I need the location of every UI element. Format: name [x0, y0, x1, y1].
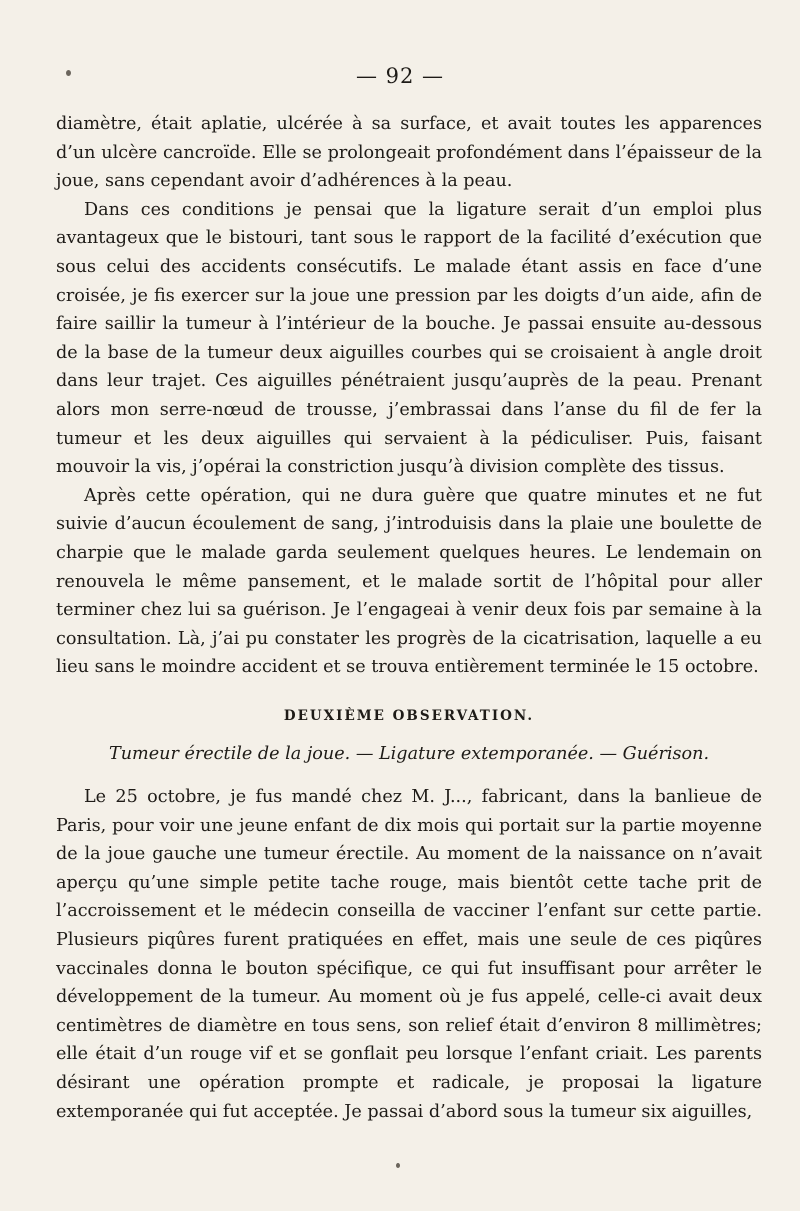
paragraph: Le 25 octobre, je fus mandé chez M. J..., fabricant, dans la banlieue de Paris, pour voir une jeune enfant de dix mois qui portait sur la partie moyenne de la joue gauche une tumeur érectile. Au moment de la naissance on n’avait aperçu qu’une simple petite tache rouge, mais bientôt cette tache prit de l’accroissement et le médecin conseilla de vacciner l’enfant sur cette partie. Plusieurs piqûres furent pratiquées en effet, mais une seule de ces piqûres vaccinales donna le bouton spécifique, ce qui fut insuffisant pour arrêter le développement de la tumeur. Au moment où je fus appelé, celle-ci avait deux centimètres de diamètre en tous sens, son relief était d’environ 8 millimètres; elle était d’un rouge vif et se gonflait peu lorsque l’enfant criait. Les parents désirant une opération prompte et radicale, je proposai la ligature extemporanée qui fut acceptée. Je passai d’abord sous la tumeur six aiguilles,	[56, 787, 762, 1122]
paragraph: Dans ces conditions je pensai que la ligature serait d’un emploi plus avantageux que le bistouri, tant sous le rapport de la facilité d’exécution que sous celui des accidents consécutifs. Le malade étant assis en face d’une croisée, je fis exercer sur la joue une pression par les doigts d’un aide, afin de faire saillir la tumeur à l’intérieur de la bouche. Je passai ensuite au-dessous de la base de la tumeur deux aiguilles courbes qui se croisaient à angle droit dans leur trajet. Ces aiguilles pénétraient jusqu’auprès de la peau. Prenant alors mon serre-nœud de trousse, j’embrassai dans l’anse du fil de fer la tumeur et les deux aiguilles qui servaient à la pédiculiser. Puis, faisant mouvoir la vis, j’opérai la constriction jusqu’à division complète des tissus.	[56, 199, 762, 478]
section-subtitle: Tumeur érectile de la joue. — Ligature extemporanée. — Guérison.	[108, 744, 710, 765]
paragraph: Après cette opération, qui ne dura guère que quatre minutes et ne fut suivie d’aucun écoulement de sang, j’introduisis dans la plaie une boulette de charpie que le malade garda seulement quelques heures. Le lendemain on renouvela le même pansement, et le malade sortit de l’hôpital pour aller terminer chez lui sa guérison. Je l’engageai à venir deux fois par semaine à la consultation. Là, j’ai pu constater les progrès de la cicatrisation, laquelle a eu lieu sans le moindre accident et se trouva entièrement terminée le 15 octobre.	[56, 485, 762, 678]
page-number: — 92 —	[355, 64, 445, 88]
body-text	[56, 110, 762, 1126]
paragraph-continuation: diamètre, était aplatie, ulcérée à sa surface, et avait toutes les apparences d’un ulcère cancroïde. Elle se prolongeait profondément dans l’épaisseur de la joue, sans cependant avoir d’adhérences à la peau.	[56, 114, 762, 192]
section-heading: DEUXIÈME OBSERVATION.	[283, 707, 535, 724]
ink-speck	[396, 1163, 400, 1168]
